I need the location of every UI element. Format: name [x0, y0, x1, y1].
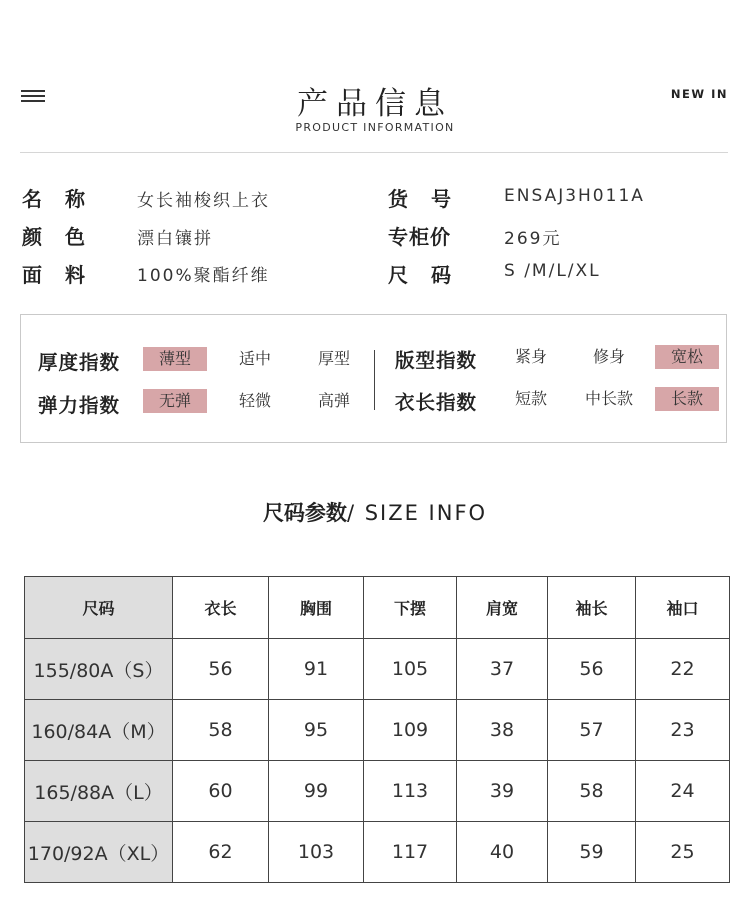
info-label-sku: 货 号: [388, 187, 452, 211]
table-cell: 37: [457, 639, 548, 700]
table-cell: 58: [173, 700, 269, 761]
table-row: [25, 700, 730, 761]
table-cell: 24: [636, 761, 730, 822]
new-in-link[interactable]: NEW IN: [670, 87, 728, 101]
table-cell: 25: [636, 822, 730, 883]
table-cell: 117: [364, 822, 457, 883]
elasticity-option-none: 无弹: [143, 389, 207, 413]
fit-option-tight: 紧身: [514, 347, 547, 366]
length-title: 衣长指数: [395, 391, 478, 414]
size-cell: 155/80A（S）: [25, 639, 173, 700]
elasticity-title: 弹力指数: [38, 394, 121, 417]
table-header-cell: 袖长: [548, 577, 636, 639]
table-header-cell: 衣长: [173, 577, 269, 639]
table-cell: 22: [636, 639, 730, 700]
table-cell: 95: [269, 700, 364, 761]
table-cell: 56: [173, 639, 269, 700]
table-cell: 91: [269, 639, 364, 700]
fit-option-slim: 修身: [592, 347, 625, 366]
thickness-title: 厚度指数: [38, 351, 121, 374]
table-cell: 58: [548, 761, 636, 822]
index-divider: [374, 350, 375, 410]
fit-option-loose: 宽松: [655, 345, 719, 369]
size-cell: 160/84A（M）: [25, 700, 173, 761]
table-cell: 56: [548, 639, 636, 700]
table-header-cell: 尺码: [25, 577, 173, 639]
page-subtitle: PRODUCT INFORMATION: [295, 121, 455, 134]
info-value-color: 漂白镶拼: [137, 229, 213, 249]
table-row: [25, 822, 730, 883]
info-value-fabric: 100%聚酯纤维: [137, 266, 270, 286]
page-title: 产品信息: [297, 86, 453, 122]
length-option-mid: 中长款: [584, 389, 633, 408]
thickness-option-thick: 厚型: [317, 349, 350, 368]
table-row: [25, 639, 730, 700]
info-label-fabric: 面 料: [22, 263, 86, 287]
table-header-cell: 下摆: [364, 577, 457, 639]
size-table: [24, 576, 730, 883]
size-heading-cn: 尺码参数: [262, 501, 347, 525]
table-cell: 105: [364, 639, 457, 700]
length-option-long: 长款: [655, 387, 719, 411]
size-cell: 165/88A（L）: [25, 761, 173, 822]
thickness-option-thin: 薄型: [143, 347, 207, 371]
table-cell: 57: [548, 700, 636, 761]
elasticity-option-high: 高弹: [317, 391, 350, 410]
table-cell: 59: [548, 822, 636, 883]
table-header-cell: 肩宽: [457, 577, 548, 639]
table-row: [25, 761, 730, 822]
thickness-option-medium: 适中: [238, 349, 271, 368]
table-cell: 103: [269, 822, 364, 883]
table-cell: 40: [457, 822, 548, 883]
table-cell: 38: [457, 700, 548, 761]
table-cell: 109: [364, 700, 457, 761]
size-heading-en: / SIZE INFO: [346, 501, 488, 525]
size-cell: 170/92A（XL）: [25, 822, 173, 883]
table-header-row: [25, 577, 730, 639]
header-divider: [20, 152, 728, 153]
table-cell: 60: [173, 761, 269, 822]
table-cell: 99: [269, 761, 364, 822]
table-header-cell: 袖口: [636, 577, 730, 639]
info-label-size: 尺 码: [388, 263, 452, 287]
length-option-short: 短款: [514, 389, 547, 408]
info-value-name: 女长袖梭织上衣: [137, 191, 270, 211]
size-info-heading: [0, 497, 750, 527]
table-cell: 62: [173, 822, 269, 883]
info-label-name: 名 称: [22, 187, 86, 211]
table-header-cell: 胸围: [269, 577, 364, 639]
table-cell: 23: [636, 700, 730, 761]
info-label-color: 颜 色: [22, 225, 86, 249]
info-value-size: S /M/L/XL: [504, 261, 601, 281]
table-cell: 113: [364, 761, 457, 822]
info-label-price: 专柜价: [388, 225, 451, 249]
elasticity-option-slight: 轻微: [238, 391, 271, 410]
table-cell: 39: [457, 761, 548, 822]
info-value-sku: ENSAJ3H011A: [504, 186, 645, 206]
info-value-price: 269元: [504, 229, 562, 249]
fit-title: 版型指数: [395, 349, 478, 372]
